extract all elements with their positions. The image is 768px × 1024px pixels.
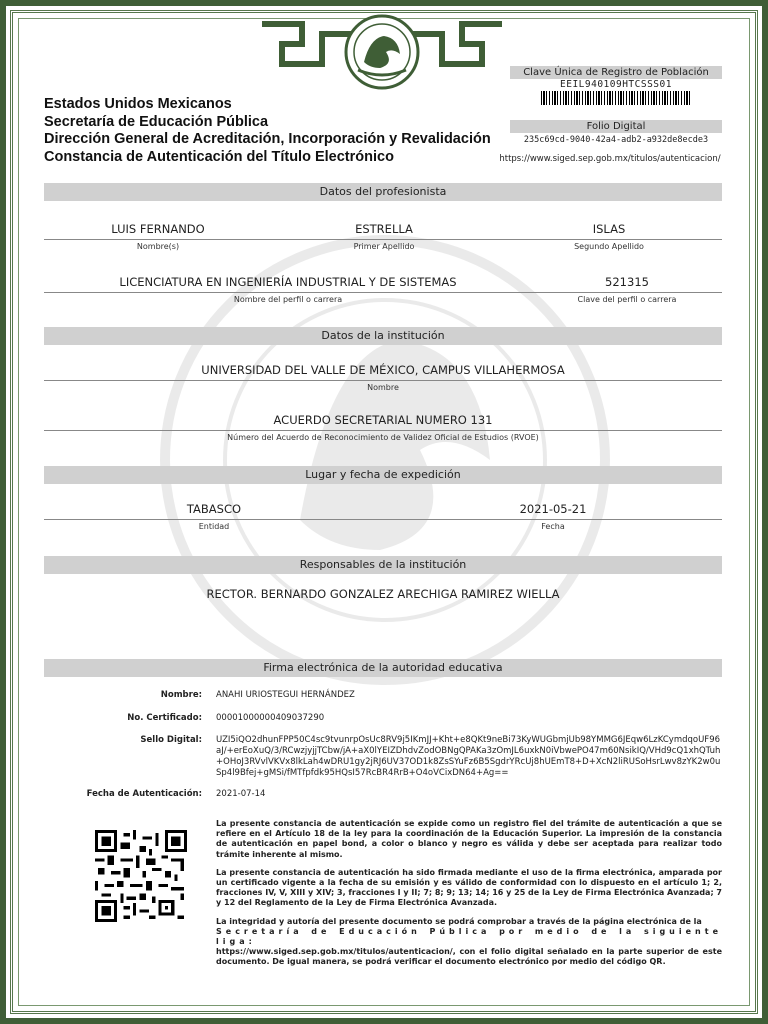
rvoe-value: ACUERDO SECRETARIAL NUMERO 131 bbox=[273, 413, 493, 427]
legal-paragraph-2: La presente constancia de autenticación ha sido firmada mediante el uso de la firma electrónica, amparada por un certificado vigente a la fecha de su emisión y es válido de conformidad con lo dispuesto en el artículo 1; 2, fracciones IV, V, XIII y XIV; 3, fracciones I y II; 7; 8; 9; 13; 14; 16 y 25 de la Ley de Firma Electrónica Avanzada; 7 y 12 del Reglamento de la Ley de Firma Electrónica Avanzada. bbox=[216, 867, 722, 908]
header-directorate: Dirección General de Acreditación, Incorporación y Revalidación bbox=[44, 131, 491, 147]
field-rector bbox=[44, 587, 722, 602]
folio-value: 235c69cd-9040-42a4-adb2-a932de8ecde3 bbox=[523, 135, 709, 145]
firma-sello-row bbox=[44, 735, 722, 785]
institucion-nombre-value: UNIVERSIDAD DEL VALLE DE MÉXICO, CAMPUS VILLAHERMOSA bbox=[201, 363, 565, 377]
entidad-value: TABASCO bbox=[186, 502, 242, 516]
curp-box bbox=[510, 66, 722, 105]
field-nombre bbox=[44, 222, 272, 251]
entidad-label: Entidad bbox=[198, 522, 230, 531]
header-country: Estados Unidos Mexicanos bbox=[44, 96, 232, 112]
primer-apellido-value: ESTRELLA bbox=[355, 222, 413, 236]
fecha-expedicion-value: 2021-05-21 bbox=[519, 502, 587, 516]
clave-value: 521315 bbox=[605, 275, 649, 289]
section-firma: Firma electrónica de la autoridad educativa bbox=[44, 659, 722, 677]
firma-nombre-value: ANAHI URIOSTEGUI HERNÁNDEZ bbox=[216, 690, 355, 700]
curp-label: Clave Única de Registro de Población bbox=[510, 66, 722, 79]
segundo-apellido-value: ISLAS bbox=[592, 222, 626, 236]
nombre-value: LUIS FERNANDO bbox=[111, 222, 205, 236]
fecha-expedicion-label: Fecha bbox=[541, 522, 565, 531]
segundo-apellido-label: Segundo Apellido bbox=[574, 242, 644, 251]
qr-code-icon[interactable] bbox=[95, 830, 187, 922]
section-responsables: Responsables de la institución bbox=[44, 556, 722, 574]
legal-paragraph-1: La presente constancia de autenticación se expide como un registro fiel del trámite de autenticación a que se refiere en el Artículo 18 de la ley para la coordinación de la Educación Superior. La impresión de la constancia de autenticación en papel bond, a color o blanco y negro es válida y debe ser aceptada para realizar todo trámite inherente al mismo. bbox=[216, 819, 722, 859]
header-document-title: Constancia de Autenticación del Título Electrónico bbox=[44, 148, 394, 165]
field-segundo-apellido bbox=[496, 222, 722, 251]
firma-fecha-label: Fecha de Autenticación: bbox=[86, 789, 202, 799]
curp-value: EEIL940109HTCSSS01 bbox=[560, 79, 672, 90]
firma-cert-row bbox=[44, 713, 722, 727]
legal-paragraph-3b: Secretaría de Educación Pública por medio de la siguiente liga: bbox=[216, 926, 722, 947]
rvoe-label: Número del Acuerdo de Reconocimiento de Validez Oficial de Estudios (RVOE) bbox=[227, 433, 539, 442]
header-secretariat: Secretaría de Educación Pública bbox=[44, 113, 269, 130]
field-clave-carrera bbox=[532, 275, 722, 304]
nombre-label: Nombre(s) bbox=[136, 242, 180, 251]
section-expedicion: Lugar y fecha de expedición bbox=[44, 466, 722, 484]
field-rvoe bbox=[44, 413, 722, 442]
folio-box bbox=[510, 120, 722, 145]
legal-paragraph-3c: https://www.siged.sep.gob.mx/titulos/autenticacion/, con el folio digital señalado en la parte superior de este documento. De igual manera, se podrá verificar el documento electrónico por medio del código QR. bbox=[216, 947, 722, 967]
verify-url[interactable]: https://www.siged.sep.gob.mx/titulos/autenticacion/ bbox=[499, 154, 721, 164]
firma-sello-label: Sello Digital: bbox=[140, 735, 202, 745]
folio-label: Folio Digital bbox=[510, 120, 722, 133]
field-entidad bbox=[44, 502, 384, 531]
field-carrera bbox=[44, 275, 532, 304]
carrera-label: Nombre del perfil o carrera bbox=[233, 295, 343, 304]
carrera-value: LICENCIATURA EN INGENIERÍA INDUSTRIAL Y DE SISTEMAS bbox=[119, 275, 457, 289]
national-crest-icon bbox=[262, 14, 502, 96]
primer-apellido-label: Primer Apellido bbox=[353, 242, 415, 251]
section-profesionista: Datos del profesionista bbox=[44, 183, 722, 201]
firma-cert-label: No. Certificado: bbox=[127, 713, 202, 723]
field-primer-apellido bbox=[272, 222, 496, 251]
field-institucion-nombre bbox=[44, 363, 722, 392]
section-institucion: Datos de la institución bbox=[44, 327, 722, 345]
firma-fecha-row bbox=[44, 789, 722, 803]
clave-label: Clave del perfil o carrera bbox=[577, 295, 677, 304]
firma-fecha-value: 2021-07-14 bbox=[216, 789, 266, 799]
legal-text bbox=[216, 819, 722, 976]
curp-barcode-icon bbox=[541, 91, 691, 105]
header-titles bbox=[44, 96, 514, 166]
firma-cert-value: 00001000000409037290 bbox=[216, 713, 325, 723]
firma-nombre-label: Nombre: bbox=[160, 690, 202, 700]
firma-sello-value: UZI5iQO2dhunFPP50C4sc9tvunrpOsUc8RV9j5IKmJJ+Kht+e8QKt9neBi73KyWUGbmjUb98YMMG6JEqw6LzKCymdqoUF96aJ/+erEoXuQ/3/RCwzjyjjTCbw/jA+aX0lYEIZDhdvZodOBNgQPAKa3zOmJL6uxkN0iVbwePO47m60NsikIQ/VHd9cQ1xhQTuh+OHoJ3RVvlVKVx8lkLah4wDRU1gy2jRJ6UV37OD1k8ZsSYuFz6B5SgdrYRcUj8hUEmT8+D+XcN2liRUSoHsrLwv8zYK2w0uSp4l9Bfej+gMSi/fMTfpfdk95HQsI57RcBR4RrB+O4oVCixDN64+Ag== bbox=[216, 735, 721, 778]
firma-nombre-row bbox=[44, 690, 722, 704]
institucion-nombre-label: Nombre bbox=[367, 383, 399, 392]
legal-paragraph-3a: La integridad y autoría del presente documento se podrá comprobar a través de la página electrónica de la bbox=[216, 916, 702, 926]
rector-value: RECTOR. BERNARDO GONZALEZ ARECHIGA RAMIREZ WIELLA bbox=[206, 587, 560, 601]
field-fecha-expedicion bbox=[384, 502, 722, 531]
